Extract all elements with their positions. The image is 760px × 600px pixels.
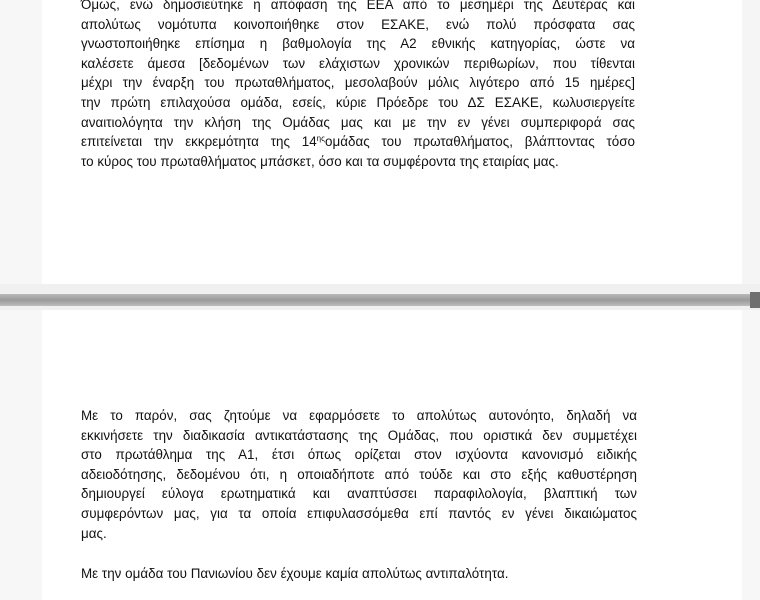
text-line: δημιουργεί εύλογα ερωτηματικά και αναπτύσσει παραφιλολογία, βλαπτική των	[81, 486, 637, 502]
text-line: μας.	[81, 525, 107, 541]
paragraph-delay-complaint	[81, 0, 635, 171]
text-segment: επιτείνεται την εκκρεμότητα της 14	[81, 134, 317, 150]
paragraph-request	[81, 406, 637, 543]
text-line: αδειοδότησης, δεδομένου ότι, η οποιαδήποτε από τούδε και στο εξής καθυστέρηση	[81, 466, 637, 482]
text-line	[81, 132, 635, 152]
page-margin-right	[742, 0, 760, 284]
text-segment: ομάδας του πρωταθλήματος, βλάπτοντας τόσο	[325, 134, 635, 150]
page-separator-bar	[0, 294, 760, 306]
document-page-bottom	[42, 310, 742, 600]
page-separator	[0, 284, 760, 310]
text-line: αναιτιολόγητα την κλήση της Ομάδας μας και με την εν γένει συμπεριφορά σας	[81, 114, 635, 130]
page-margin-left	[0, 0, 42, 284]
document-page-top	[42, 0, 742, 284]
text-line: απολύτως νομότυπα κοινοποιήθηκε στον ΕΣΑΚΕ, ενώ πολύ πρόσφατα σας	[81, 16, 635, 32]
paragraph-panionios	[81, 564, 637, 584]
page-separator-cap	[750, 292, 760, 308]
text-line: Με το παρόν, σας ζητούμε να εφαρμόσετε το απολύτως αυτονόητο, δηλαδή να	[81, 408, 637, 423]
ordinal-superscript: ης	[316, 134, 326, 144]
page-margin-right	[742, 310, 760, 600]
text-line: συμφερόντων μας, για τα οποία επιφυλασσόμεθα επί παντός εν γένει δικαιώματος	[81, 505, 637, 521]
text-line: εκκινήσετε την διαδικασία αντικατάστασης της Ομάδας, που οριστικά δεν συμμετέχει	[81, 427, 637, 443]
text-line: το κύρος του πρωταθλήματος μπάσκετ, όσο και τα συμφέροντα της εταιρίας μας.	[81, 153, 559, 169]
text-line: Με την ομάδα του Πανιωνίου δεν έχουμε καμία απολύτως αντιπαλότητα.	[81, 566, 509, 581]
text-line: την πρώτη επιλαχούσα ομάδα, εσείς, κύριε Πρόεδρε του ΔΣ ΕΣΑΚΕ, κωλυσιεργείτε	[81, 94, 635, 110]
text-line: Όμως, ενώ δημοσιεύτηκε η απόφαση της ΕΕΑ από το μεσημέρι της Δευτέρας και	[81, 0, 635, 12]
text-line: καλέσετε άμεσα [δεδομένων των ελάχιστων χρονικών περιθωρίων, που τίθενται	[81, 55, 635, 71]
page-margin-left	[0, 310, 42, 600]
text-line: μέχρι την έναρξη του πρωταθλήματος, μεσολαβούν μόλις λιγότερο από 15 ημέρες]	[81, 75, 635, 91]
text-line: γνωστοποιήθηκε επίσημα η βαθμολογία της Α2 εθνικής κατηγορίας, ώστε να	[81, 36, 635, 52]
text-line: στο πρωτάθλημα της Α1, έτσι όπως ορίζεται στον ισχύοντα κανονισμό ειδικής	[81, 447, 637, 463]
